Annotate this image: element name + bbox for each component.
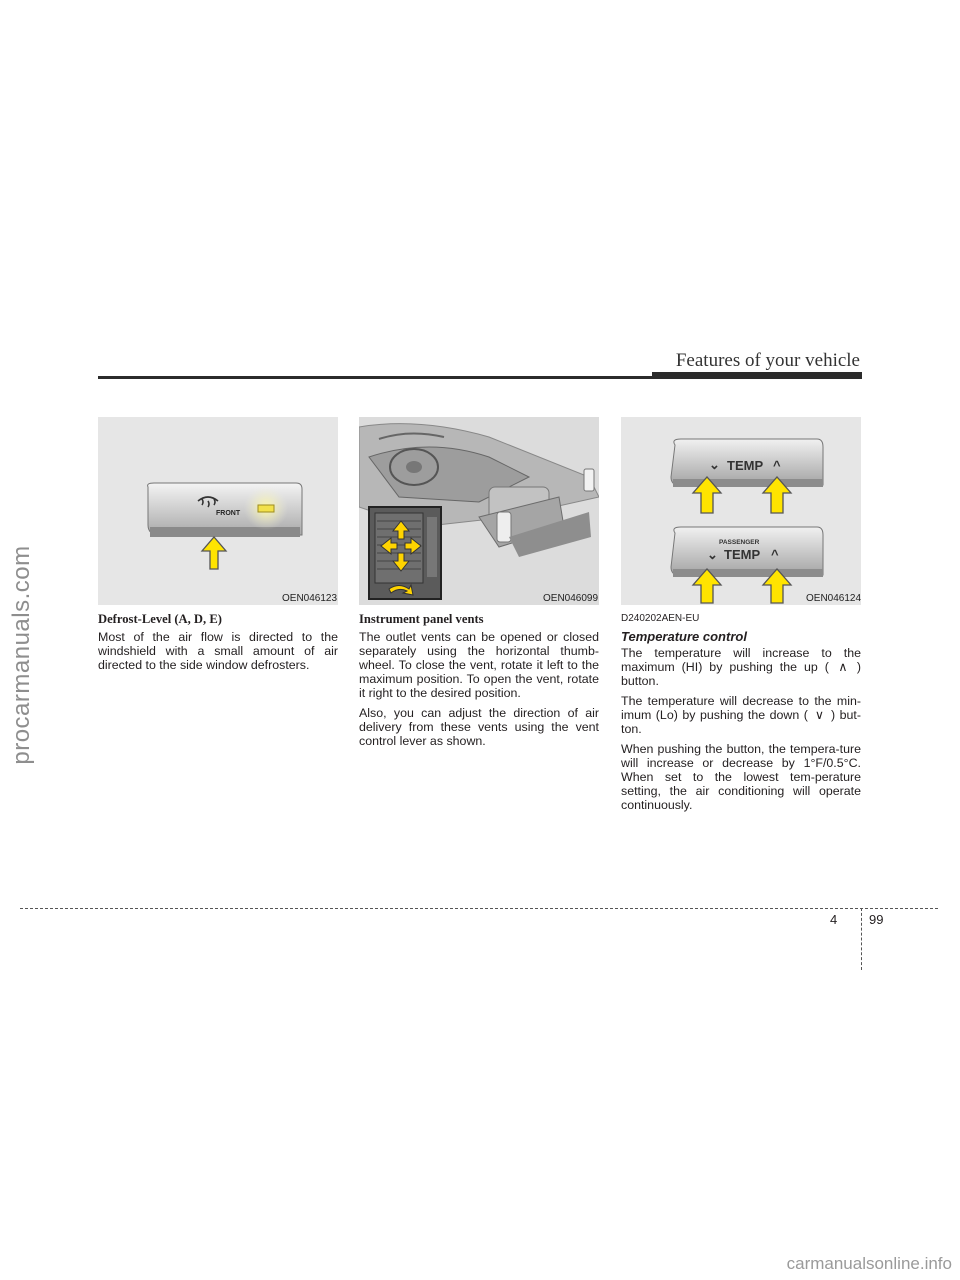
page-section-number: 4 bbox=[830, 912, 838, 927]
heading-temperature-control: Temperature control bbox=[621, 629, 747, 644]
temp-up-chevron-icon: ^ bbox=[771, 547, 779, 562]
body-temp-2: The temperature will decrease to the min-imum (Lo) by pushing the down ( ∨ ) but-ton. bbox=[621, 694, 861, 736]
body-defrost: Most of the air flow is directed to the windshield with a small amount of air directed to the side window defrosters. bbox=[98, 630, 338, 672]
temp-label-top: TEMP bbox=[727, 458, 764, 473]
figure-temperature-control bbox=[621, 417, 861, 605]
body-vents-1: The outlet vents can be opened or closed separately using the horizontal thumb-wheel. To close the vent, rotate it left to the maximum position. To open the vent, rotate it right to the desired position. bbox=[359, 630, 599, 700]
heading-instrument-panel-vents: Instrument panel vents bbox=[359, 612, 484, 626]
temp-label-bottom: TEMP bbox=[724, 547, 761, 562]
figure-code-2: OEN046099 bbox=[543, 593, 599, 604]
body-vents-2: Also, you can adjust the direction of air delivery from these vents using the vent control lever as shown. bbox=[359, 706, 599, 748]
page-header-title: Features of your vehicle bbox=[675, 350, 860, 371]
footer-dashed-tick bbox=[861, 908, 862, 970]
bottom-watermark: carmanualsonline.info bbox=[786, 1254, 952, 1273]
side-watermark bbox=[2, 540, 42, 770]
body-temp-3: When pushing the button, the tempera-ture will increase or decrease by 1°F/0.5°C. When set to the lowest tem-perature setting, the air conditioning will operate continuously. bbox=[621, 742, 861, 812]
down-caret-icon: ∨ bbox=[814, 708, 824, 722]
passenger-label: PASSENGER bbox=[719, 539, 760, 546]
figure-defrost-button bbox=[98, 417, 338, 605]
figure-instrument-panel-vents bbox=[359, 417, 599, 605]
arrow-up-icon bbox=[202, 537, 226, 569]
column-defrost bbox=[98, 612, 338, 678]
page-number-value: 99 bbox=[869, 912, 884, 927]
temp-down-chevron-icon: ⌄ bbox=[707, 547, 718, 562]
side-watermark-text: procarmanuals.com bbox=[8, 545, 35, 765]
section-code: D240202AEN-EU bbox=[621, 613, 700, 624]
column-temperature bbox=[621, 612, 861, 818]
figure-code-1: OEN046123 bbox=[282, 593, 338, 604]
footer-dashed-rule bbox=[20, 908, 938, 909]
heading-defrost-level: Defrost-Level (A, D, E) bbox=[98, 612, 222, 626]
front-label: FRONT bbox=[216, 510, 241, 517]
figure-code-3: OEN046124 bbox=[806, 593, 862, 604]
header-tab-bar bbox=[652, 372, 862, 379]
body-temp-1: The temperature will increase to the maximum (HI) by pushing the up ( ∧ ) button. bbox=[621, 646, 861, 688]
column-vents bbox=[359, 612, 599, 754]
up-caret-icon: ∧ bbox=[838, 660, 848, 674]
temp-up-chevron-icon: ^ bbox=[773, 458, 781, 473]
temp-down-chevron-icon: ⌄ bbox=[709, 457, 720, 472]
